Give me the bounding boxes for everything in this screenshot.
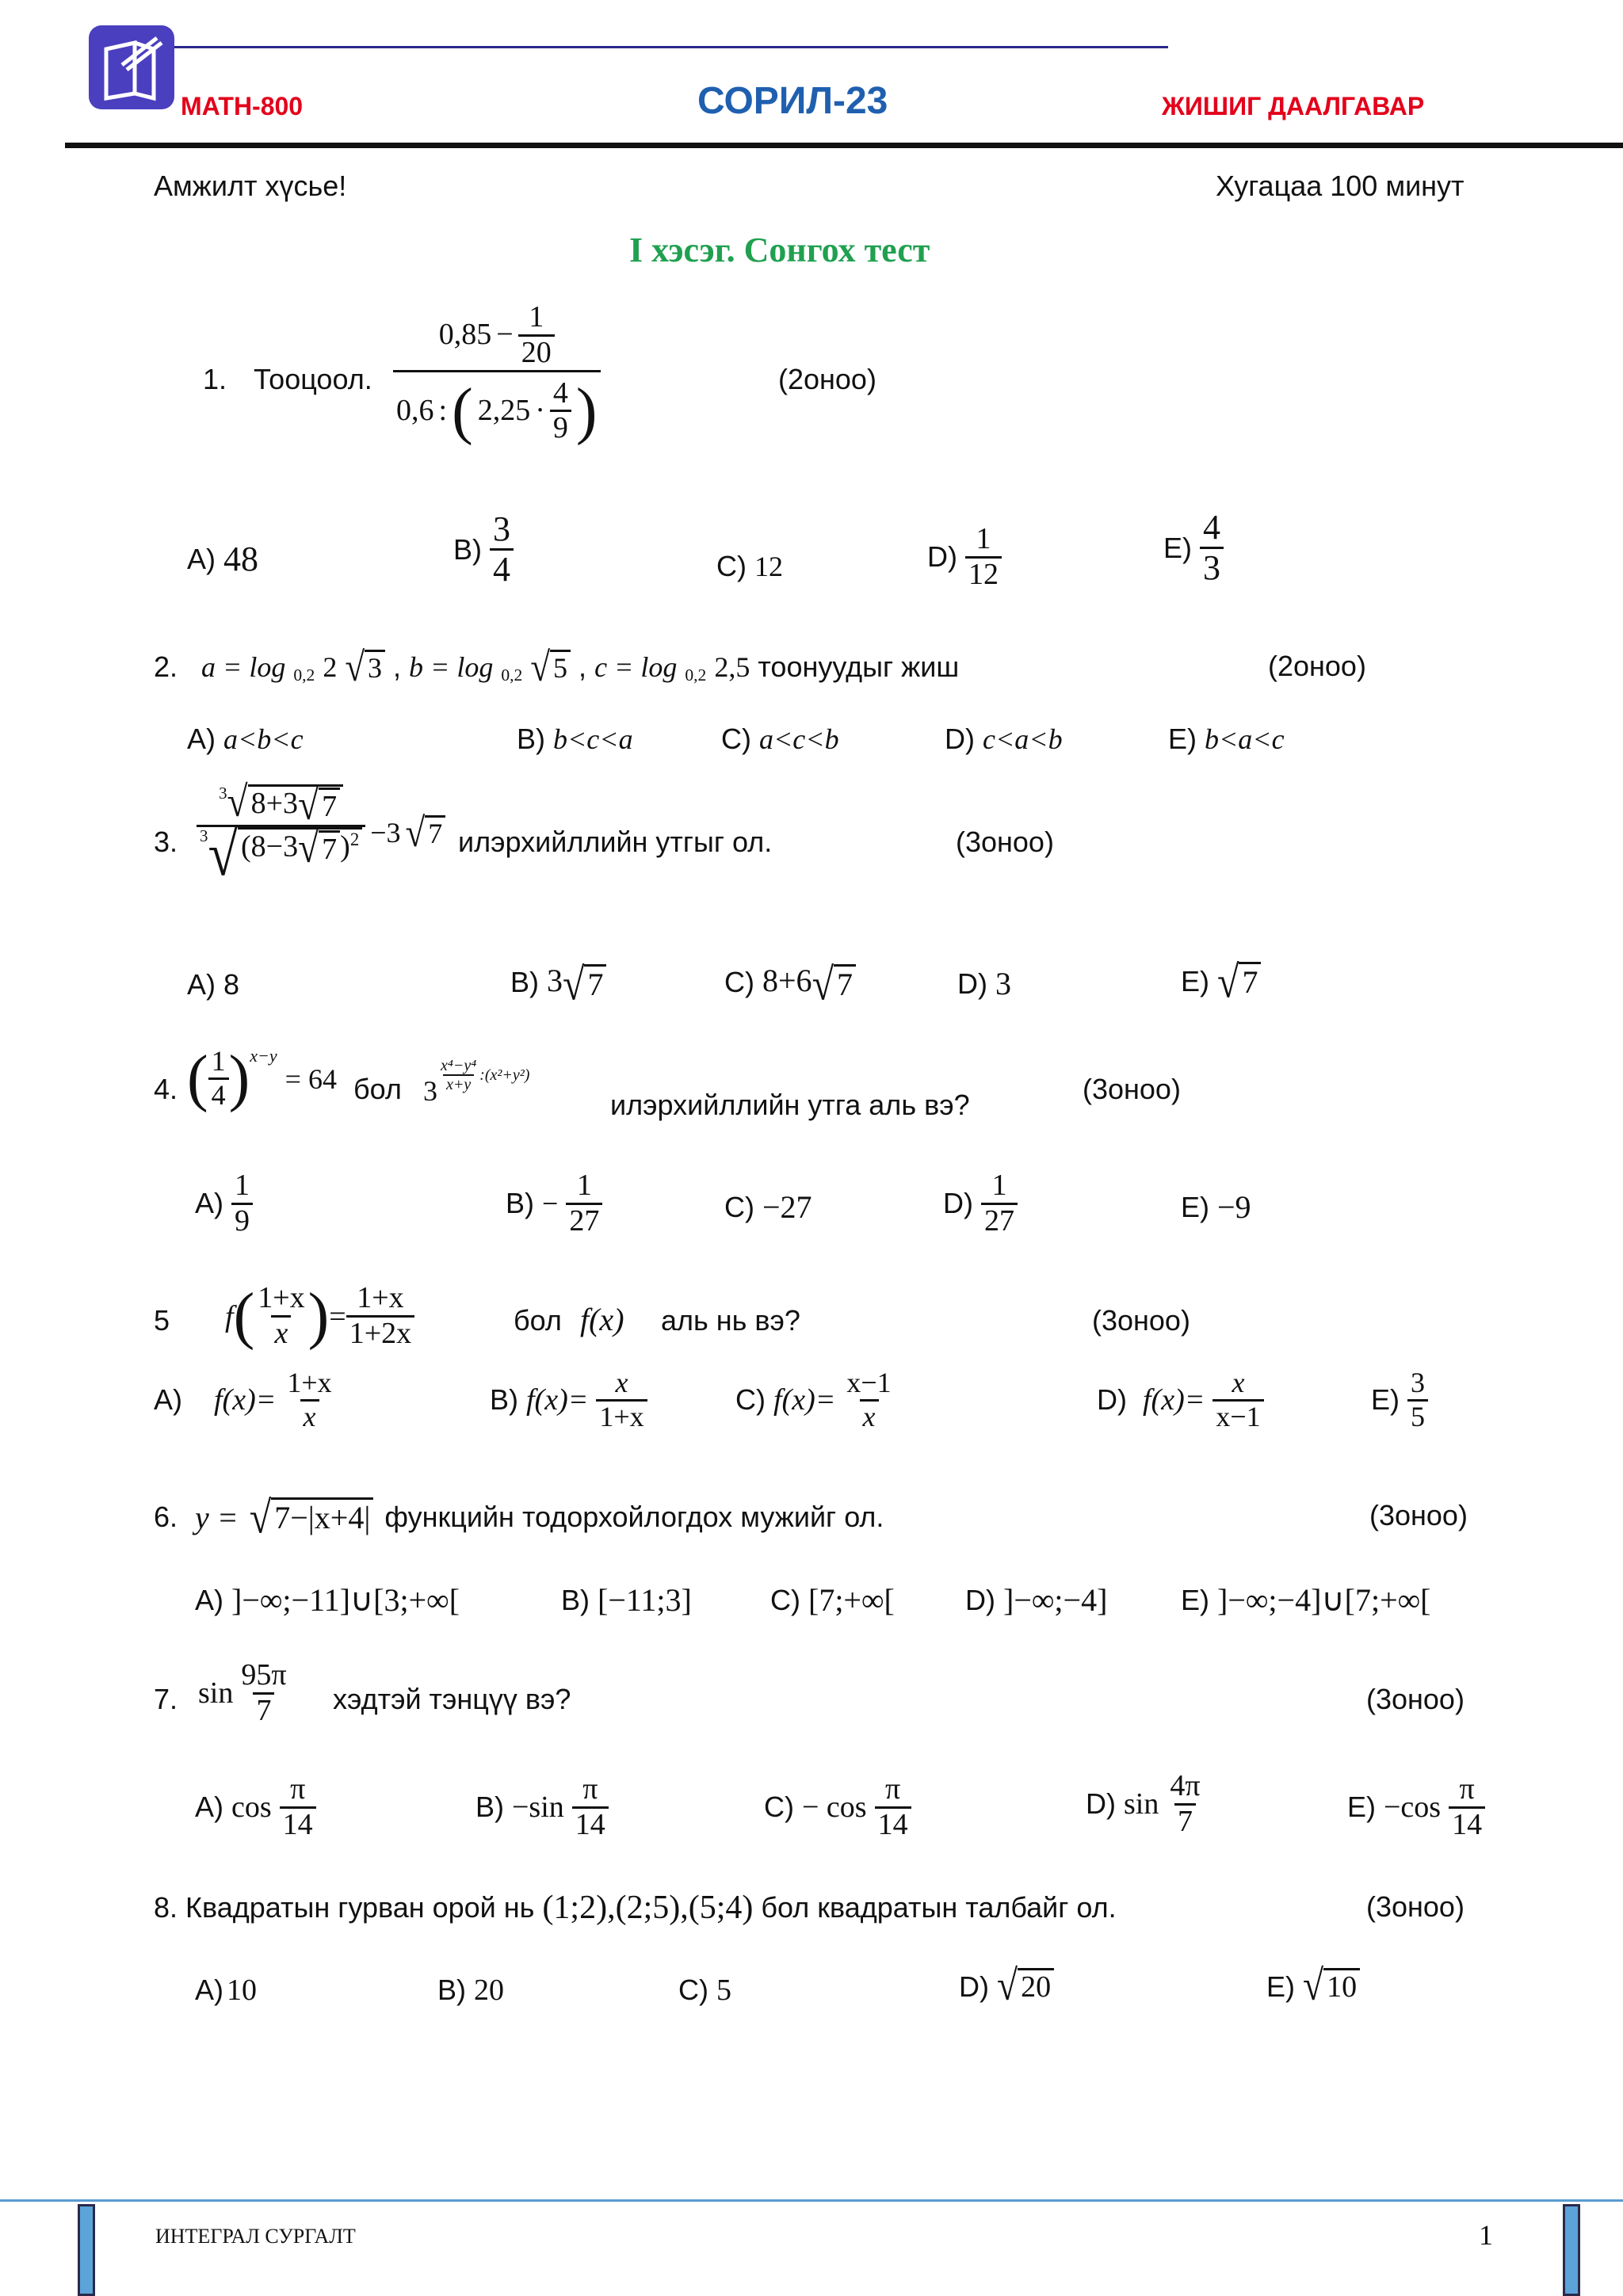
q5-points: (3оноо) [1092, 1304, 1190, 1337]
header-bottom-rule [65, 143, 1623, 148]
time-limit: Хугацаа 100 минут [1216, 170, 1465, 202]
q1-text: Тооцоол. [254, 363, 372, 395]
q6-number: 6. [154, 1501, 178, 1533]
q4-option-d[interactable]: D) $\frac{1}{27}$ [943, 1169, 1018, 1238]
q1-number: 1. [203, 363, 227, 395]
header-title: СОРИЛ-23 [697, 80, 888, 122]
question-5 [154, 1280, 1549, 1367]
q7-option-e[interactable]: E) −cos $\frac{\pi}{14}$ [1347, 1773, 1485, 1842]
q5-text-2: аль нь вэ? [661, 1304, 800, 1337]
question-8 [154, 1884, 1549, 1932]
q5-fx: f(x) [580, 1302, 624, 1337]
q8-option-d[interactable]: D) √ 20 [959, 1968, 1054, 2006]
question-3 [154, 778, 1549, 919]
q4-expression: ( $\frac{1}{4}$ ) x−y = 64 [187, 1043, 337, 1113]
question-4 [154, 1043, 1549, 1138]
footer-rule [0, 2199, 1623, 2202]
q8-option-e[interactable]: E) √ 10 [1266, 1968, 1360, 2006]
q3-option-a[interactable]: A) 8 [187, 968, 240, 1001]
logo [89, 25, 174, 109]
q8-points: (3оноо) [1366, 1890, 1465, 1923]
question-7 [154, 1659, 1549, 1746]
q8-text-2: бол квадратын талбайг ол. [761, 1891, 1117, 1924]
q3-option-d[interactable]: D) 3 [957, 966, 1011, 1001]
q6-option-c[interactable]: C) [7;+∞[ [770, 1582, 895, 1618]
q5-option-b[interactable]: B) f(x)= $\frac{x}{1+x}$ [490, 1367, 647, 1432]
q7-text: хэдтэй тэнцүү вэ? [333, 1683, 571, 1715]
header-right-label: ЖИШИГ ДААЛГАВАР [1162, 92, 1425, 120]
section-title: I хэсэг. Сонгох тест [629, 231, 930, 269]
q6-option-a[interactable]: A) ]−∞;−11]∪[3;+∞[ [195, 1582, 460, 1618]
question-2: 2. a = log $_{0,2}$ 2 √ 3 , b = log $_{0,2}$ √ 5 , c = log $_{0,2}$ 2,5 тоонуудыг жиш [154, 643, 960, 690]
q1-expression: 0,85 − $\frac{1}{20}$ 0,6 : ( 2,25 · $\frac{4}{9}$ ) [393, 301, 601, 445]
q1-points: (2оноо) [778, 363, 876, 395]
q4-text: бол [353, 1073, 402, 1105]
q6-points: (3оноо) [1369, 1499, 1468, 1531]
q7-option-c[interactable]: C) − cos $\frac{\pi}{14}$ [764, 1773, 911, 1842]
footer [0, 2195, 1623, 2296]
q1-option-c[interactable]: C) 12 [716, 550, 783, 582]
q4-points: (3оноо) [1083, 1073, 1181, 1105]
q8-text: Квадратын гурван орой нь [185, 1891, 535, 1924]
q3-option-c[interactable]: C) 8+6 √ 7 [724, 962, 856, 1004]
q8-option-b[interactable]: B) 20 [437, 1974, 504, 2007]
q4-option-b[interactable]: B) − $\frac{1}{27}$ [506, 1169, 602, 1238]
q2-option-b[interactable]: B) b<c<a [517, 723, 633, 755]
q8-option-c[interactable]: C) 5 [678, 1974, 731, 2007]
q7-number: 7. [154, 1683, 178, 1715]
q4-option-e[interactable]: E) −9 [1181, 1189, 1251, 1225]
q4-option-a[interactable]: A) $\frac{1}{9}$ [195, 1169, 253, 1238]
q2-option-c[interactable]: C) a<c<b [721, 723, 839, 755]
q8-option-a[interactable]: A) 10 [195, 1974, 257, 2007]
footer-label: ИНТЕГРАЛ СУРГАЛТ [155, 2225, 356, 2248]
q3-option-b[interactable]: B) 3 √ 7 [510, 962, 606, 1004]
greeting: Амжилт хүсье! [154, 170, 347, 202]
q2-option-d[interactable]: D) c<a<b [945, 723, 1063, 755]
q8-vertices: (1;2),(2;5),(5;4) [542, 1890, 754, 1926]
q6-option-d[interactable]: D) ]−∞;−4] [965, 1582, 1108, 1618]
q7-expression: sin $\frac{95\pi}{7}$ [198, 1658, 287, 1727]
q6-option-b[interactable]: B) [−11;3] [561, 1582, 692, 1618]
q5-option-e[interactable]: E) $\frac{3}{5}$ [1371, 1367, 1428, 1432]
q2-text: тоонуудыг жиш [758, 650, 960, 683]
q5-option-d[interactable]: D) f(x)= $\frac{x}{x-1}$ [1097, 1367, 1264, 1432]
book-icon [89, 25, 174, 109]
q4-option-c[interactable]: C) −27 [724, 1189, 812, 1225]
q6-text: функцийн тодорхойлогдох мужийг ол. [384, 1501, 884, 1533]
q2-points: (2оноо) [1268, 650, 1366, 682]
q4-text-2: илэрхийллийн утга аль вэ? [610, 1089, 970, 1121]
footer-right-bar [1563, 2204, 1580, 2296]
q5-number: 5 [154, 1304, 170, 1337]
q7-option-a[interactable]: A) cos $\frac{\pi}{14}$ [195, 1773, 316, 1842]
question-1 [203, 301, 1550, 475]
q2-option-e[interactable]: E) b<a<c [1168, 723, 1285, 755]
q3-option-e[interactable]: E) √ 7 [1181, 962, 1261, 1001]
q1-option-e[interactable]: E) $\frac{4}{3}$ [1163, 509, 1224, 588]
q1-option-b[interactable]: B) $\frac{3}{4}$ [453, 510, 514, 589]
q1-option-d[interactable]: D) $\frac{1}{12}$ [927, 523, 1002, 592]
q4-power: 3 $\frac{\text{x⁴−y⁴}}{x+y}$ :(x²+y²) [423, 1057, 530, 1107]
header [0, 0, 1623, 158]
q8-number: 8. [154, 1891, 178, 1924]
q7-option-b[interactable]: B) −sin $\frac{\pi}{14}$ [475, 1773, 609, 1842]
question-6: 6. y = √ 7−|x+4| функцийн тодорхойлогдох мужийг ол. [154, 1491, 884, 1543]
q3-number: 3. [154, 826, 178, 858]
footer-left-bar [78, 2204, 95, 2296]
q5-option-c[interactable]: C) f(x)= $\frac{x-1}{x}$ [735, 1367, 892, 1432]
q2-number: 2. [154, 650, 178, 683]
q6-option-e[interactable]: E) ]−∞;−4]∪[7;+∞[ [1181, 1582, 1431, 1618]
q7-points: (3оноо) [1366, 1683, 1465, 1715]
q7-option-d[interactable]: D) sin $\frac{4\pi}{7}$ [1086, 1769, 1201, 1838]
q1-option-a[interactable]: A) 48 [187, 540, 258, 578]
q5-expression: f ( $\frac{1+x}{x}$ ) = $\frac{1+x}{1+2x}$ [225, 1280, 414, 1352]
q4-number: 4. [154, 1073, 178, 1105]
page-number: 1 [1479, 2219, 1493, 2251]
q2-option-a[interactable]: A) a<b<c [187, 723, 304, 755]
q3-expression: $^3$ √ 8+3 √ 7 $^3$ √ (8−3 √ 7 )$^2$ −3 √ 7 [197, 784, 445, 881]
header-top-line [174, 46, 1168, 48]
q5-option-a[interactable]: A) f(x)= $\frac{1+x}{x}$ [154, 1367, 332, 1432]
header-code: MATH-800 [181, 92, 304, 120]
q3-points: (3оноо) [956, 826, 1054, 858]
q3-text: илэрхийллийн утгыг ол. [458, 826, 773, 858]
q5-text: бол [514, 1304, 562, 1337]
